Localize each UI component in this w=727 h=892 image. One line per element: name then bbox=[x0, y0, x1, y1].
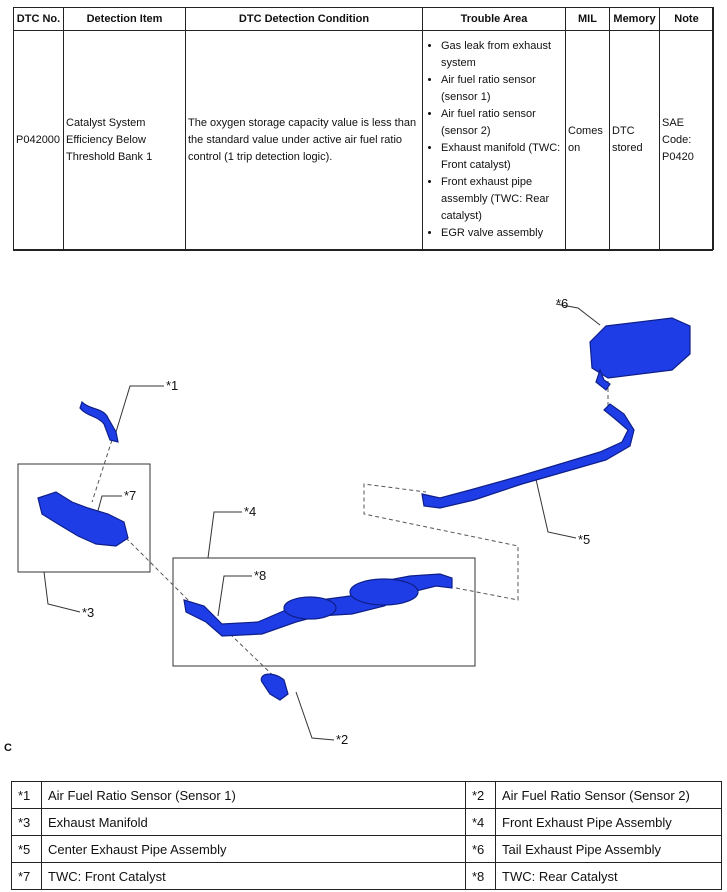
leader-4 bbox=[208, 512, 242, 558]
leader-8 bbox=[218, 576, 252, 616]
figure-code: C bbox=[4, 742, 12, 754]
legend-label: TWC: Rear Catalyst bbox=[496, 863, 722, 890]
legend-label: Exhaust Manifold bbox=[42, 809, 466, 836]
dtc-table-frame bbox=[13, 7, 713, 251]
trouble-area-list bbox=[425, 38, 563, 242]
legend-label: Air Fuel Ratio Sensor (Sensor 2) bbox=[496, 782, 722, 809]
legend-num: *2 bbox=[466, 782, 496, 809]
rear-catalyst-shell bbox=[350, 579, 418, 605]
cell-dtc-no: P042000 bbox=[14, 31, 64, 250]
legend-label: Center Exhaust Pipe Assembly bbox=[42, 836, 466, 863]
legend-num: *6 bbox=[466, 836, 496, 863]
trouble-area-item: • Front exhaust pipe assembly (TWC: Rear catalyst) bbox=[441, 174, 563, 225]
callout-5: *5 bbox=[578, 532, 591, 547]
legend-num: *7 bbox=[12, 863, 42, 890]
center-exhaust-pipe-assembly bbox=[422, 404, 634, 508]
header-trouble-area: Trouble Area bbox=[423, 8, 566, 31]
dtc-table bbox=[13, 7, 714, 250]
air-fuel-ratio-sensor-1 bbox=[80, 402, 118, 442]
exhaust-manifold bbox=[38, 492, 128, 546]
header-note: Note bbox=[660, 8, 714, 31]
header-memory: Memory bbox=[610, 8, 660, 31]
leader-1 bbox=[116, 386, 164, 432]
legend-row bbox=[12, 836, 722, 863]
callout-7: *7 bbox=[124, 488, 137, 503]
dash-sensor1 bbox=[92, 440, 112, 502]
legend-num: *3 bbox=[12, 809, 42, 836]
header-detection-item: Detection Item bbox=[64, 8, 186, 31]
callout-2: *2 bbox=[336, 732, 349, 747]
leader-5 bbox=[535, 475, 576, 538]
dtc-header-row bbox=[14, 8, 714, 31]
legend-row bbox=[12, 863, 722, 890]
legend-label: Tail Exhaust Pipe Assembly bbox=[496, 836, 722, 863]
header-detection-condition: DTC Detection Condition bbox=[186, 8, 423, 31]
legend-row bbox=[12, 782, 722, 809]
trouble-area-item: • EGR valve assembly bbox=[441, 225, 563, 242]
exhaust-system-diagram bbox=[0, 270, 727, 760]
callout-8: *8 bbox=[254, 568, 267, 583]
legend-num: *1 bbox=[12, 782, 42, 809]
legend-label: Air Fuel Ratio Sensor (Sensor 1) bbox=[42, 782, 466, 809]
leader-2 bbox=[296, 692, 334, 740]
legend-label: Front Exhaust Pipe Assembly bbox=[496, 809, 722, 836]
rear-catalyst-body bbox=[284, 597, 336, 619]
cell-condition: The oxygen storage capacity value is less than the standard value under active air fuel ratio control (1 trip detection logic). bbox=[186, 31, 423, 250]
dtc-row bbox=[14, 31, 714, 250]
legend-num: *4 bbox=[466, 809, 496, 836]
header-dtc-no: DTC No. bbox=[14, 8, 64, 31]
diagram-drawing bbox=[0, 270, 727, 760]
callout-6: *6 bbox=[556, 296, 569, 311]
cell-memory: DTC stored bbox=[610, 31, 660, 250]
cell-trouble-area bbox=[423, 31, 566, 250]
trouble-area-item: • Gas leak from exhaust system bbox=[441, 38, 563, 72]
tail-exhaust-pipe-assembly bbox=[590, 318, 690, 378]
legend-num: *5 bbox=[12, 836, 42, 863]
trouble-area-item: • Air fuel ratio sensor (sensor 1) bbox=[441, 72, 563, 106]
trouble-area-item: • Exhaust manifold (TWC: Front catalyst) bbox=[441, 140, 563, 174]
legend-num: *8 bbox=[466, 863, 496, 890]
callout-1: *1 bbox=[166, 378, 179, 393]
header-mil: MIL bbox=[566, 8, 610, 31]
legend-row bbox=[12, 809, 722, 836]
cell-detection-item: Catalyst System Efficiency Below Threshold Bank 1 bbox=[64, 31, 186, 250]
legend-label: TWC: Front Catalyst bbox=[42, 863, 466, 890]
cell-mil: Comes on bbox=[566, 31, 610, 250]
callout-3: *3 bbox=[82, 605, 95, 620]
air-fuel-ratio-sensor-2 bbox=[261, 674, 288, 700]
legend-table bbox=[11, 781, 722, 890]
trouble-area-item: • Air fuel ratio sensor (sensor 2) bbox=[441, 106, 563, 140]
leader-3 bbox=[44, 572, 80, 612]
callout-4: *4 bbox=[244, 504, 257, 519]
cell-note: SAE Code: P0420 bbox=[660, 31, 714, 250]
